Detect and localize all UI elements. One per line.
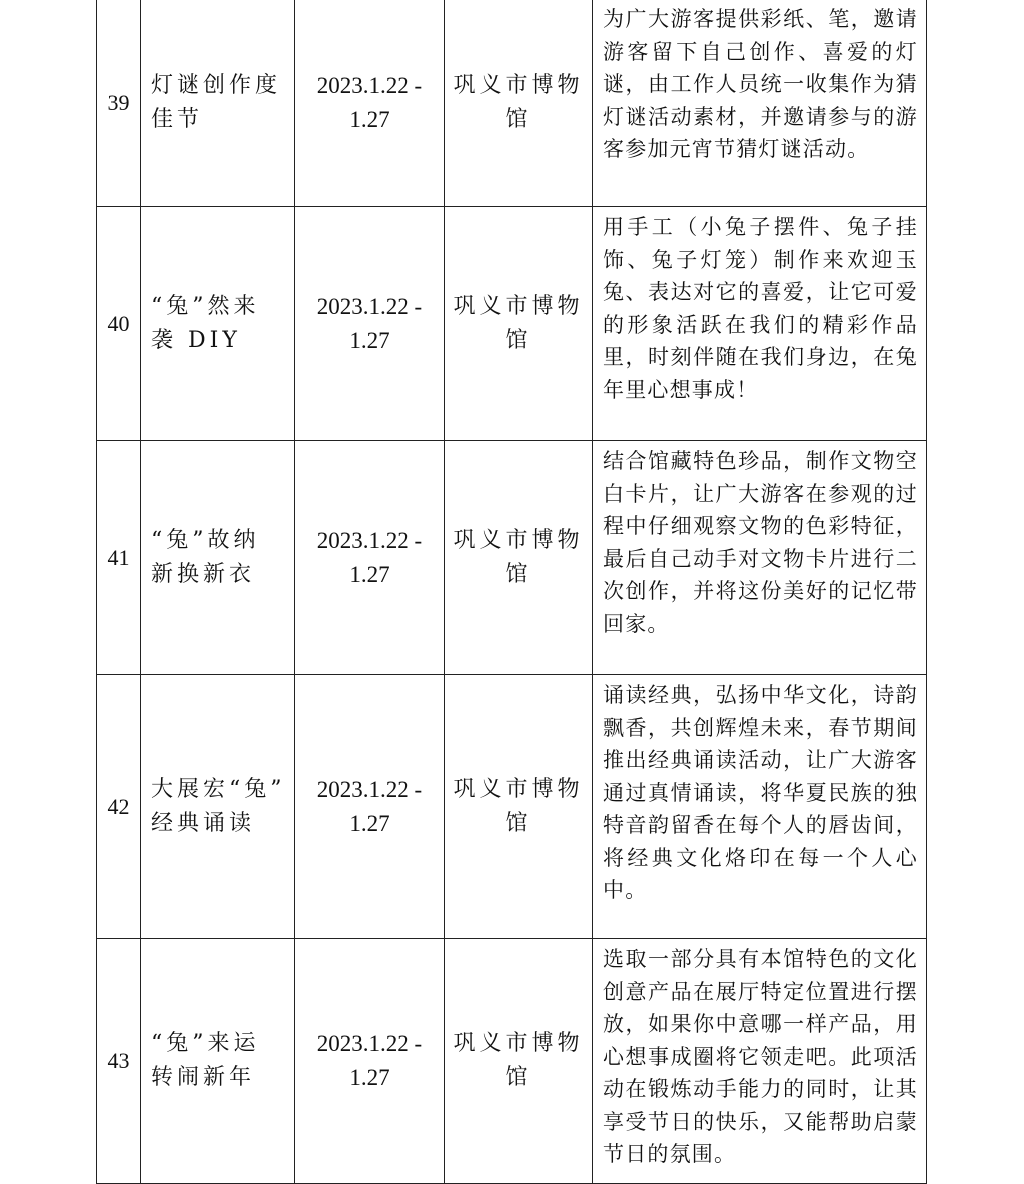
table-row-39: [97, 0, 927, 207]
activity-description: 为广大游客提供彩纸、笔，邀请游客留下自己创作、喜爱的灯谜，由工作人员统一收集作为猜灯谜活动素材，并邀请参与的游客参加元宵节猜灯谜活动。: [593, 0, 927, 207]
table-row-42: [97, 675, 927, 939]
activity-description: 选取一部分具有本馆特色的文化创意产品在展厅特定位置进行摆放，如果你中意哪一样产品，用心想事成圈将它领走吧。此项活动在锻炼动手能力的同时，让其享受节日的快乐，又能帮助启蒙节日的氛围。: [593, 939, 927, 1184]
activity-place: 巩义市博物 馆: [445, 207, 593, 441]
table-row-43: [97, 939, 927, 1184]
table-row-40: [97, 207, 927, 441]
activity-description: 用手工（小兔子摆件、兔子挂饰、兔子灯笼）制作来欢迎玉兔、表达对它的喜爱，让它可爱的形象活跃在我们的精彩作品里，时刻伴随在我们身边，在兔年里心想事成！: [593, 207, 927, 441]
activity-date: 2023.1.22 - 1.27: [295, 0, 445, 207]
activity-description: 诵读经典，弘扬中华文化，诗韵飘香，共创辉煌未来，春节期间推出经典诵读活动，让广大游客通过真情诵读，将华夏民族的独特音韵留香在每个人的唇齿间，将经典文化烙印在每一个人心中。: [593, 675, 927, 939]
activity-date: 2023.1.22 - 1.27: [295, 441, 445, 675]
activity-place: 巩义市博物 馆: [445, 441, 593, 675]
activity-name: “兔”故纳 新换新衣: [141, 441, 295, 675]
activity-name: 灯谜创作度 佳节: [141, 0, 295, 207]
activity-date: 2023.1.22 - 1.27: [295, 207, 445, 441]
activity-name: “兔”来运 转闹新年: [141, 939, 295, 1184]
activity-description: 结合馆藏特色珍品，制作文物空白卡片，让广大游客在参观的过程中仔细观察文物的色彩特征，最后自己动手对文物卡片进行二次创作，并将这份美好的记忆带回家。: [593, 441, 927, 675]
activity-table: [96, 0, 927, 1184]
activity-date: 2023.1.22 - 1.27: [295, 675, 445, 939]
activity-place: 巩义市博物 馆: [445, 0, 593, 207]
activity-place: 巩义市博物 馆: [445, 939, 593, 1184]
row-number: 43: [97, 939, 141, 1184]
activity-name: “兔”然来 袭 DIY: [141, 207, 295, 441]
row-number: 39: [97, 0, 141, 207]
row-number: 41: [97, 441, 141, 675]
row-number: 40: [97, 207, 141, 441]
activity-name: 大展宏“兔” 经典诵读: [141, 675, 295, 939]
activity-date: 2023.1.22 - 1.27: [295, 939, 445, 1184]
row-number: 42: [97, 675, 141, 939]
table-row-41: [97, 441, 927, 675]
activity-place: 巩义市博物 馆: [445, 675, 593, 939]
